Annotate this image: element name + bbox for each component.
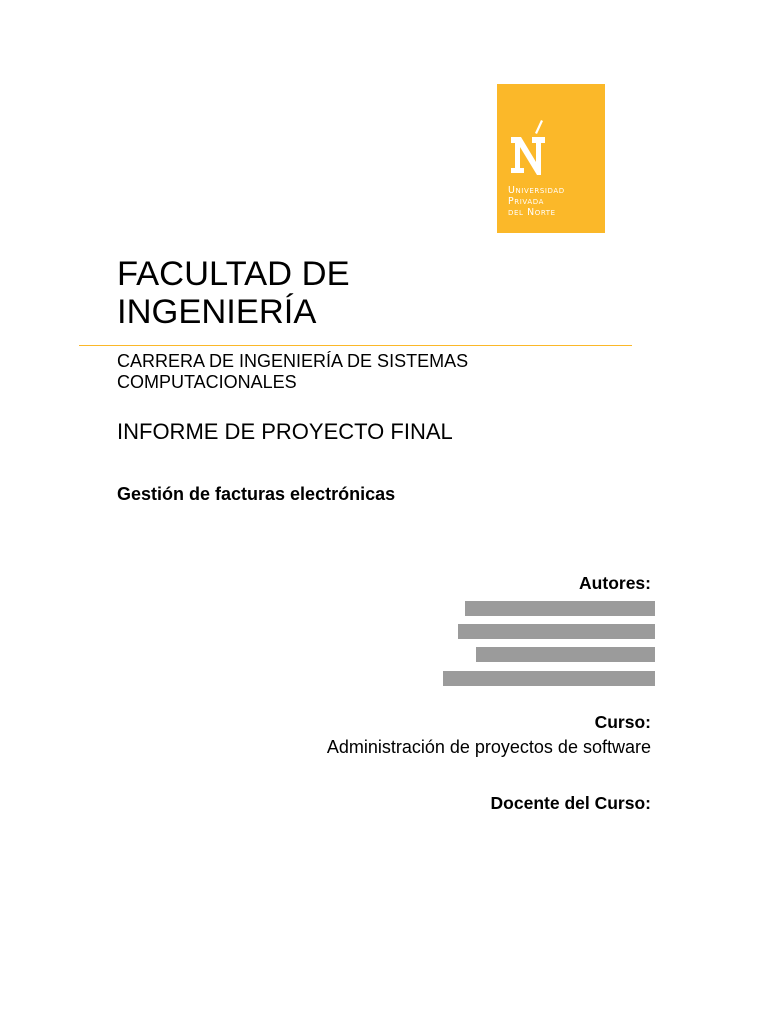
career-line: CARRERA DE INGENIERÍA DE SISTEMAS [117, 351, 469, 371]
logo-line: Privada [508, 196, 544, 208]
redacted-author [476, 647, 655, 662]
upn-n-logo-icon [497, 84, 605, 184]
authors-label: Autores: [579, 573, 651, 593]
course-name: Administración de proyectos de software [326, 737, 651, 757]
university-logo [497, 84, 605, 233]
logo-wordmark [508, 185, 565, 219]
title-divider [79, 345, 632, 346]
career-line: COMPUTACIONALES [117, 372, 297, 392]
redacted-author [458, 624, 655, 639]
logo-line: del Norte [508, 207, 556, 219]
project-title: Gestión de facturas electrónicas [117, 484, 396, 504]
course-label: Curso: [594, 712, 651, 732]
redacted-author [443, 671, 655, 686]
redacted-author [465, 601, 655, 616]
faculty-title-line: INGENIERÍA [117, 293, 317, 331]
teacher-label: Docente del Curso: [490, 793, 651, 813]
faculty-title [117, 255, 350, 331]
logo-line: Universidad [508, 185, 565, 196]
faculty-title-line: FACULTAD DE [117, 255, 350, 293]
report-type: INFORME DE PROYECTO FINAL [117, 419, 453, 444]
career-name [117, 351, 468, 393]
